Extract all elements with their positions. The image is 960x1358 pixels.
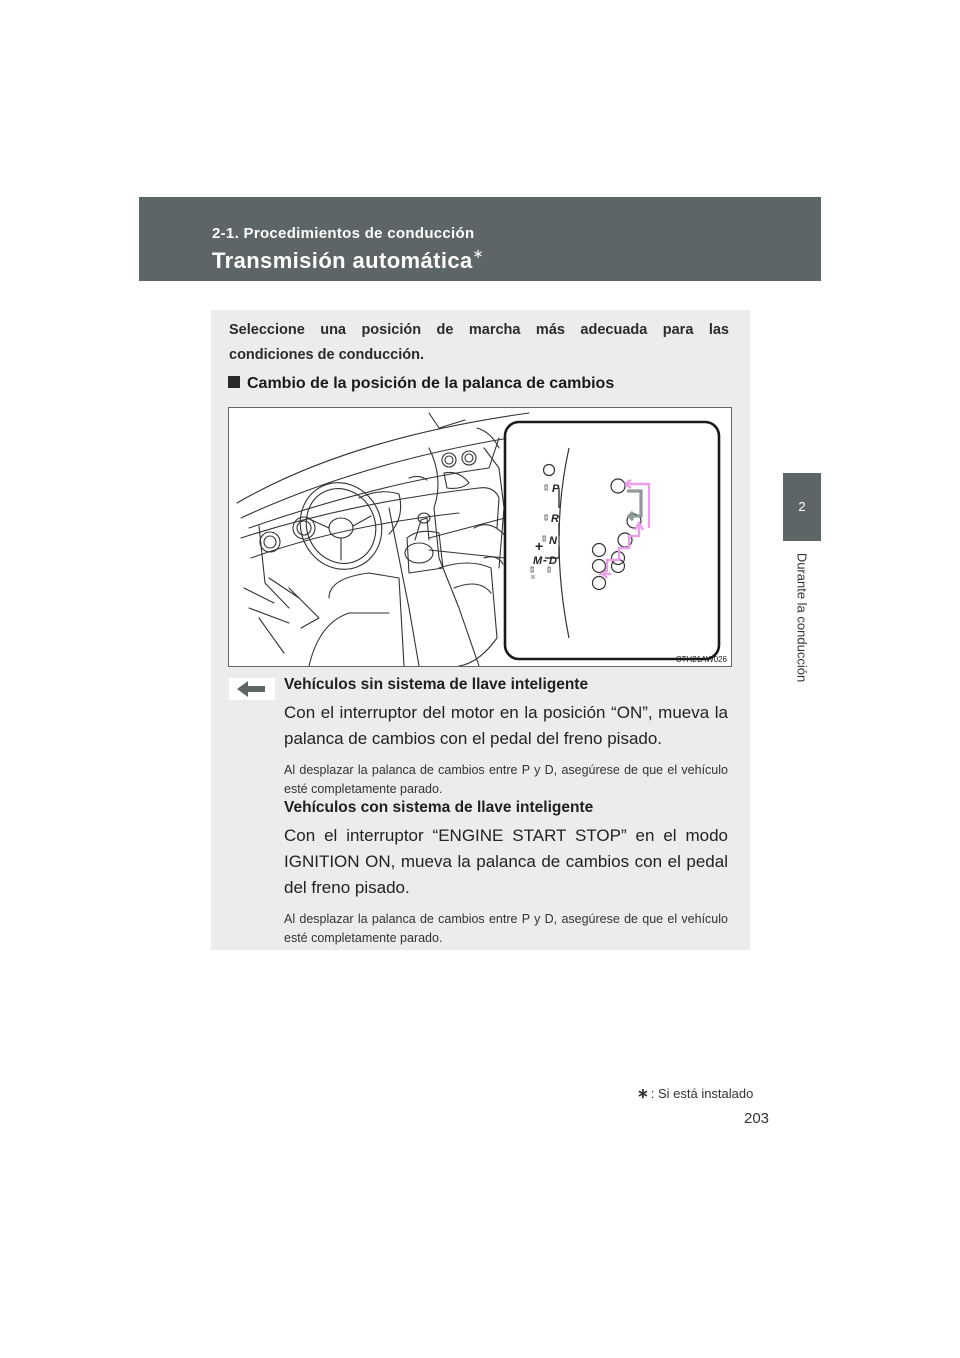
gear-label-m: M <box>533 555 543 567</box>
block-body: Con el interruptor “ENGINE START STOP” en el modo IGNITION ON, mueva la palanca de cambios con el pedal del freno pisado. <box>284 826 728 897</box>
footnote-text: : Si está instalado <box>650 1086 754 1101</box>
footnote-mark: ∗ <box>637 1085 649 1101</box>
gear-label-n: N <box>549 535 557 547</box>
page-number: 203 <box>744 1110 770 1127</box>
footnote <box>637 1085 753 1102</box>
block-note: Al desplazar la palanca de cambios entre P y D, asegúrese de que el vehículo esté completamente parado. <box>284 912 728 945</box>
optional-mark: ∗ <box>472 246 484 261</box>
left-arrow-icon <box>229 678 275 700</box>
page-title <box>212 248 484 274</box>
square-bullet-icon <box>228 376 240 388</box>
gear-label-p: P <box>552 483 560 495</box>
chapter-label: Durante la conducción <box>794 552 810 683</box>
block-body: Con el interruptor del motor en la posición “ON”, mueva la palanca de cambios con el pedal del freno pisado. <box>284 703 728 748</box>
gear-label-d: D <box>549 555 557 567</box>
page-title-text: Transmisión automática <box>212 248 473 273</box>
block-heading: Vehículos con sistema de llave inteligente <box>284 799 594 816</box>
subsection-heading-text: Cambio de la posición de la palanca de cambios <box>247 375 615 392</box>
shift-lever-figure <box>228 407 732 667</box>
cabin-illustration <box>229 408 732 667</box>
section-header <box>139 197 821 281</box>
intro-line-2: condiciones de conducción. <box>229 347 424 363</box>
figure-code: CTH21AW026 <box>675 655 727 664</box>
content-panel <box>211 310 750 950</box>
intro-line-1: Seleccione una posición de marcha más adecuada para las <box>229 322 729 338</box>
chapter-tab[interactable]: 2 <box>783 473 821 541</box>
block-heading: Vehículos sin sistema de llave inteligente <box>284 676 589 693</box>
subsection-heading <box>228 375 614 393</box>
section-label: 2-1. Procedimientos de conducción <box>212 225 475 242</box>
intro-text <box>229 318 729 368</box>
block-note: Al desplazar la palanca de cambios entre P y D, asegúrese de que el vehículo esté completamente parado. <box>284 763 728 796</box>
gear-label-r: R <box>551 513 559 525</box>
gear-label-plus: + <box>535 538 544 554</box>
left-arrow-icon-shape <box>229 678 275 700</box>
gear-label-minus: - <box>543 553 547 567</box>
block-smart-key <box>284 799 728 948</box>
block-no-smart-key <box>284 676 728 799</box>
